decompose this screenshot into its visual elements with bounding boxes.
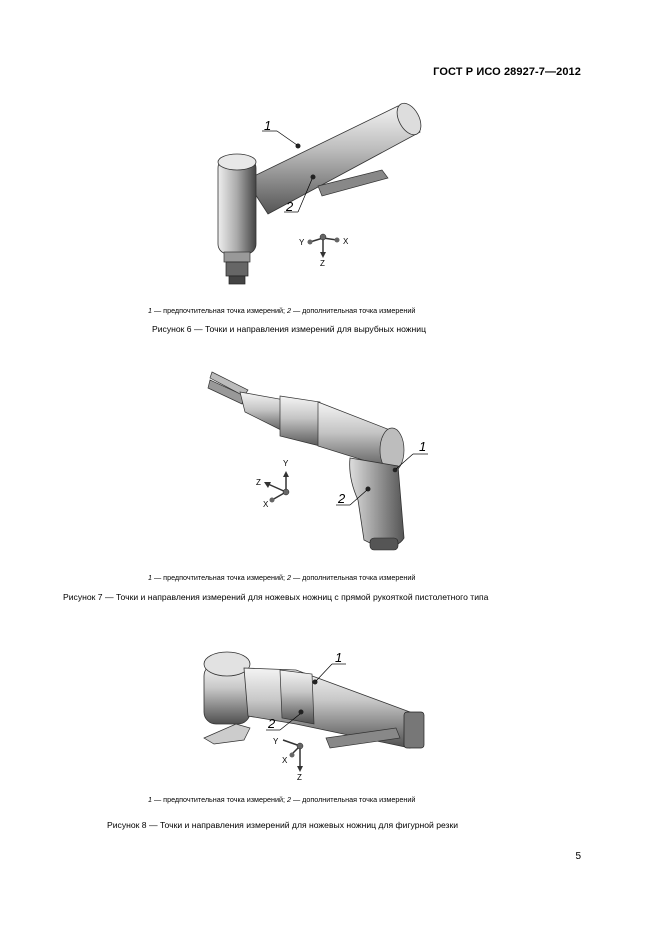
figure-8-legend: [148, 795, 415, 804]
axis-y-label: Y: [299, 238, 305, 247]
axis-x-label: X: [282, 756, 288, 765]
point-label-1: 1: [419, 439, 427, 454]
axis-y-label: Y: [273, 737, 279, 746]
legend-number-1: 1: [148, 573, 152, 582]
point-label-2: 2: [286, 199, 294, 214]
axis-z-label: Z: [256, 478, 261, 487]
legend-number-1: 1: [148, 306, 152, 315]
axis-y-label: Y: [283, 459, 289, 468]
legend-number-2: 2: [286, 573, 291, 582]
legend-text-1: — предпочтительная точка измерений;: [152, 306, 287, 315]
page-number: 5: [575, 851, 581, 862]
axis-z-label: Z: [320, 259, 325, 268]
measurement-point-2: [299, 710, 304, 715]
legend-text-2: — дополнительная точка измерений: [290, 306, 416, 315]
tool-contour-shear: [204, 652, 424, 748]
axis-x-label: X: [263, 500, 269, 509]
legend-text-2: — дополнительная точка измерений: [290, 795, 416, 804]
axis-x-label: X: [343, 237, 349, 246]
figure-6-caption: Рисунок 6 — Точки и направления измерений для вырубных ножниц: [152, 324, 427, 334]
point-label-1: 1: [264, 118, 272, 133]
axis-z-label: Z: [297, 773, 302, 782]
legend-number-1: 1: [148, 795, 152, 804]
legend-number-2: 2: [286, 306, 291, 315]
legend-text-1: — предпочтительная точка измерений;: [152, 573, 287, 582]
point-label-1: 1: [335, 650, 343, 665]
figure-8-caption: Рисунок 8 — Точки и направления измерений для ножевых ножниц для фигурной резки: [107, 820, 459, 830]
point-label-2: 2: [338, 491, 346, 506]
figure-7-caption: Рисунок 7 — Точки и направления измерений для ножевых ножниц с прямой рукояткой пистолетного типа: [63, 592, 489, 602]
legend-number-2: 2: [286, 795, 291, 804]
legend-text-1: — предпочтительная точка измерений;: [152, 795, 287, 804]
legend-text-2: — дополнительная точка измерений: [290, 573, 416, 582]
point-label-2: 2: [268, 716, 276, 731]
standard-header: ГОСТ Р ИСО 28927-7—2012: [433, 66, 581, 78]
